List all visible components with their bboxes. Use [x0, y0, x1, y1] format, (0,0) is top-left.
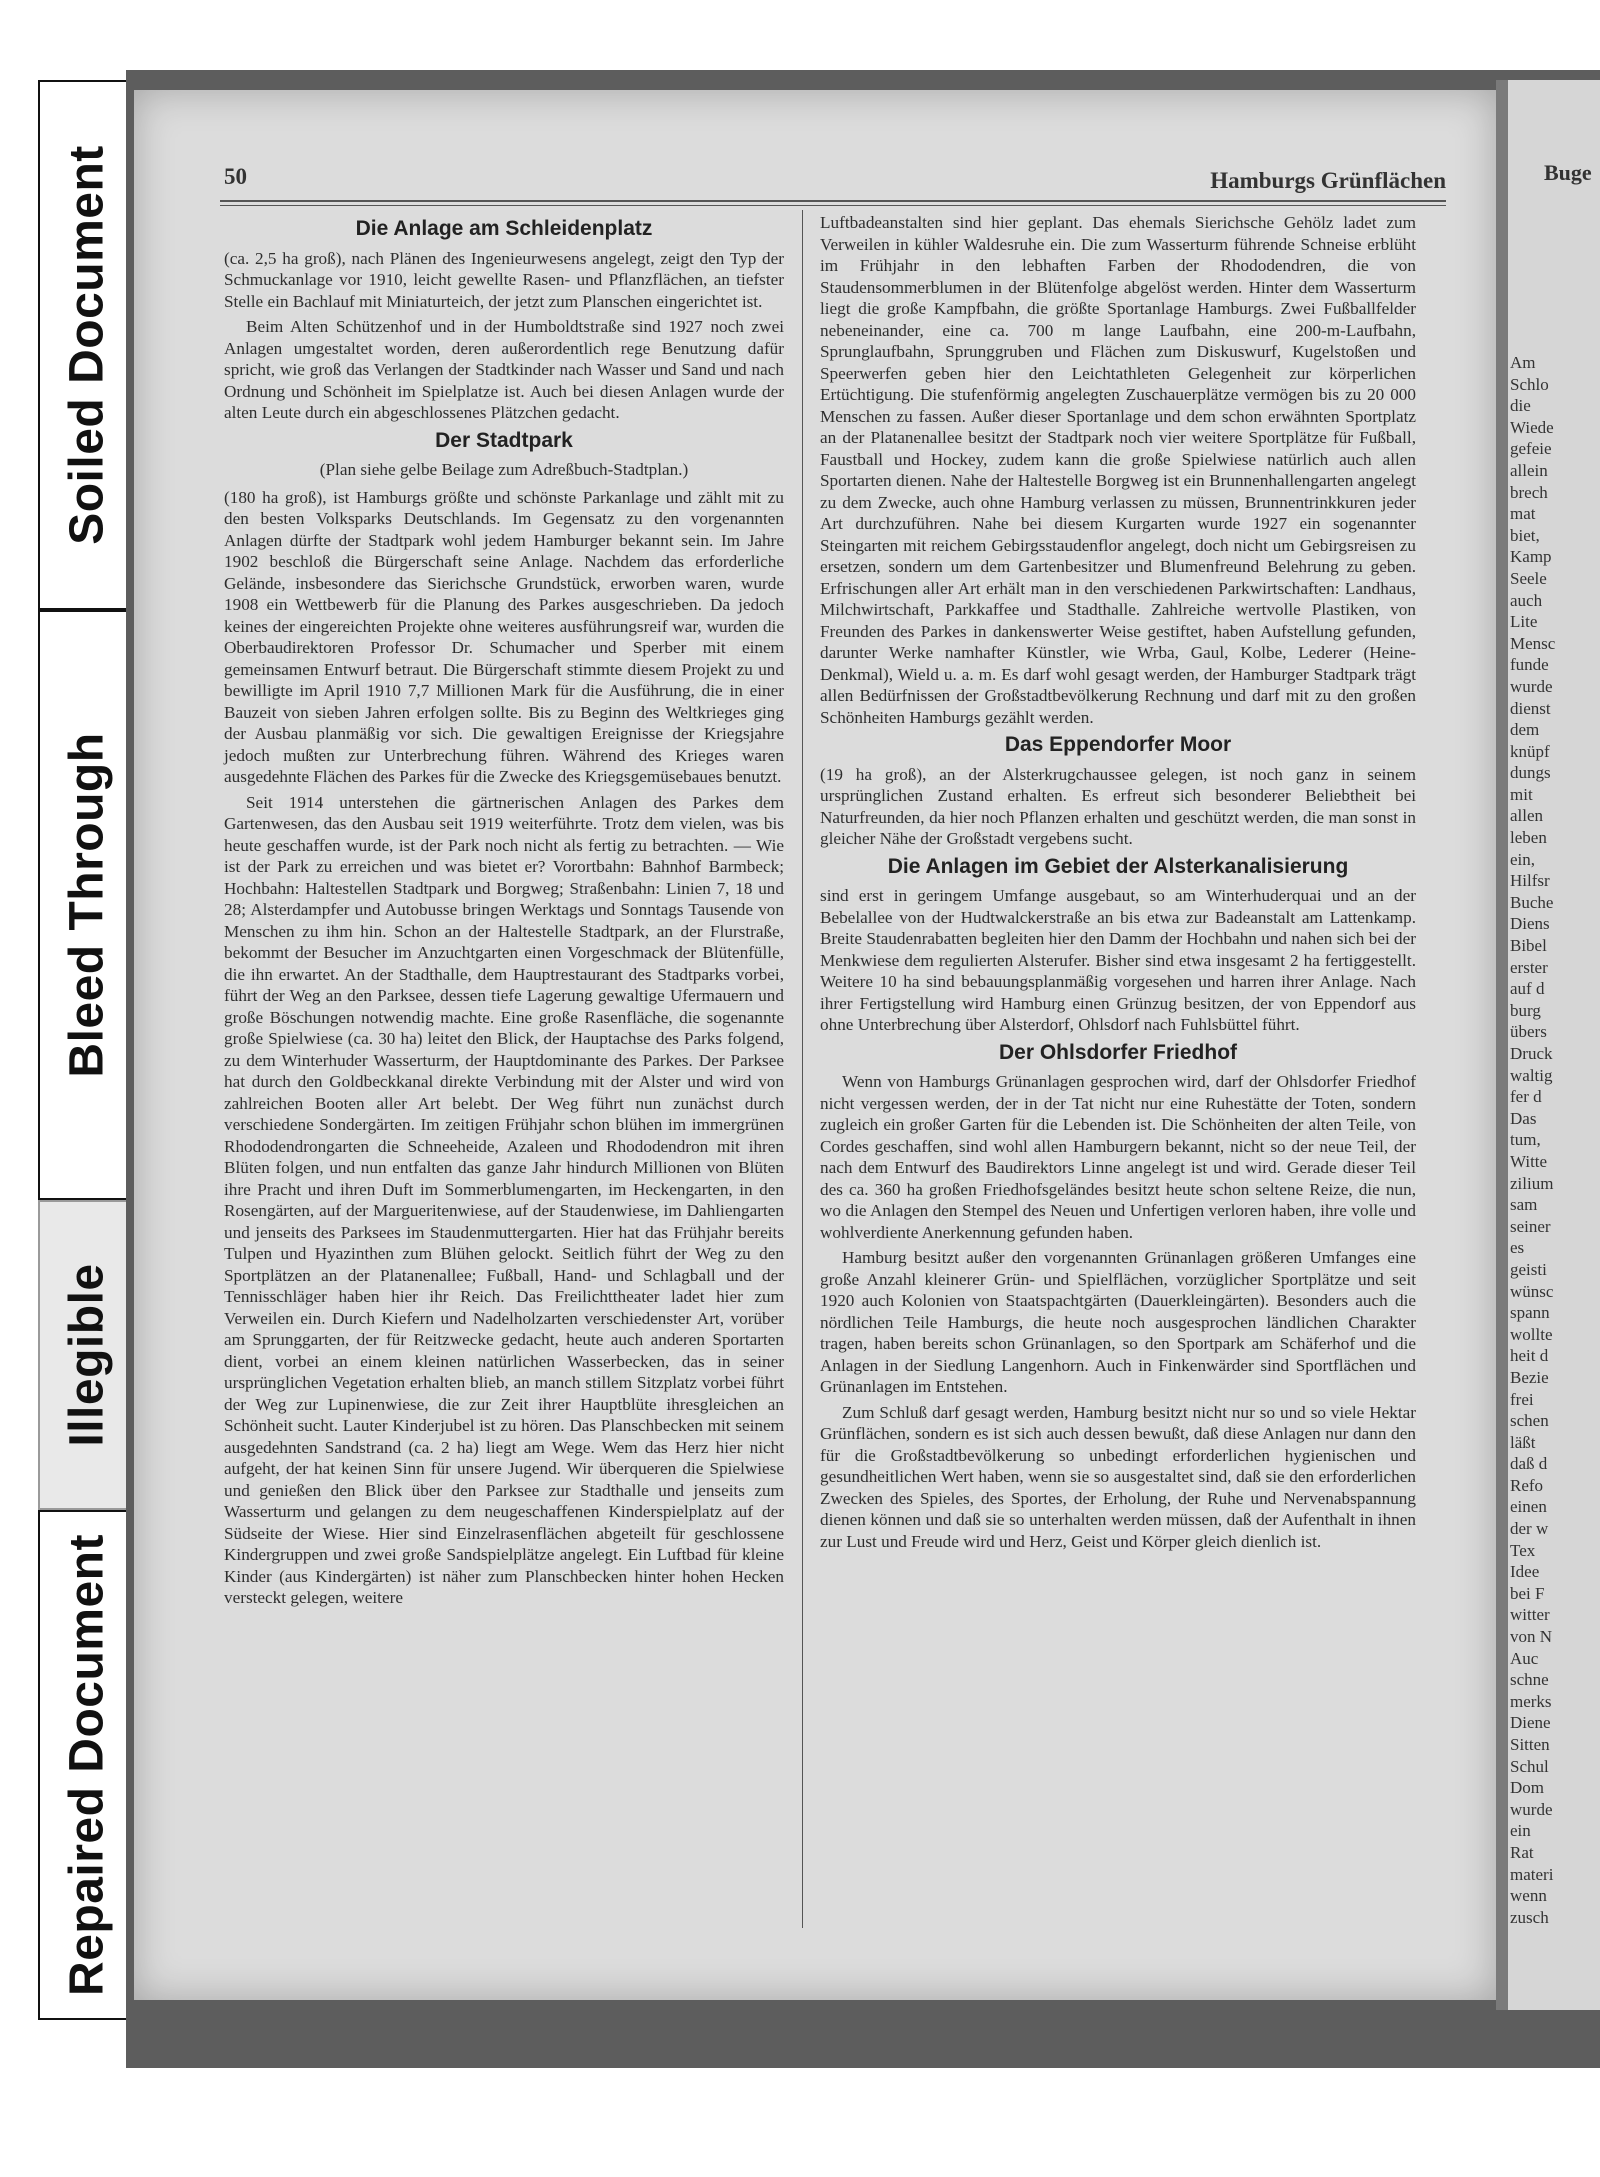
next-page-line: Refo	[1510, 1475, 1544, 1495]
left-column	[224, 212, 784, 1613]
header-rule	[220, 200, 1446, 206]
label-repaired-document: Repaired Document	[38, 1510, 136, 2020]
paragraph: sind erst in geringem Umfange ausgebaut, so am Winterhuderquai und an der Bebelallee von der Hudtwalckerstraße an bis etwa zur Badeanstalt am Lattenkamp. Breite Staudenrabatten begleiten hier den Damm der Hochbahn und nahen sich bei der Menkwiese dem regulierten Alsterufer. Bisher sind etwa insgesamt 2 ha fertiggestellt. Weitere 10 ha sind bebauungsplanmäßig vorgesehen und harren ihrer Anlage. Nach ihrer Fertigstellung wird Hamburg einen Grünzug besitzen, der von Eppendorf aus ohne Unterbrechung über Alsterdorf, Ohlsdorf nach Fuhlsbüttel führt.	[820, 886, 1416, 1034]
paragraph: Luftbadeanstalten sind hier geplant. Das ehemals Sierichsche Gehölz ladet zum Verweilen in kühler Waldesruhe ein. Die zum Wasserturm führende Schneise erblüht im Frühjahr in den lebhaften Farben der Rhododendren, die von Staudensommerblumen in der Blütenfolge abgelöst werden. Hinter dem Wasserturm liegt die große Kampfbahn, die größte Sportanlage Hamburgs. Zwei Fußballfelder nebeneinander, eine ca. 700 m lange Laufbahn, eine 200-m-Laufbahn, Sprunglaufbahn, Sprunggruben und Flächen zum Diskuswurf, Kugelstoßen und Speerwerfen geben hier den Leichtathleten Gelegenheit zur körperlichen Ertüchtigung. Die stufenförmig angelegten Zuschauerplätze vermögen bis zu 20 000 Menschen zu fassen. Außer dieser Sportanlage und dem schon erwähnten Sportplatz an der Platanenallee besitzt der Stadtpark noch vier weitere Sportplätze für Fußball, Faustball und Hockey, zudem kann die große Spielwiese natürlich auch allen Sportarten dienen. Nahe der Haltestelle Borgweg ist ein Brunnenhallengarten angelegt zu dem Zwecke, auch ohne Hamburg verlassen zu müssen, Brunnentrinkkuren jeder Art durchzuführen. Nahe bei diesem Kurgarten wurde 1927 ein sogenannter Steingarten mit reichem Gebirgsstaudenflor angelegt, doch nicht um Gebirgsreisen zu ersetzen, sondern um dem Gartenbesitzer und Blumenfreund Belehrung zu geben. Erfrischungen aller Art erhält man in den verschiedenen Parkwirtschaften: Landhaus, Milchwirtschaft, Parkkaffee und Stadthalle. Zahlreiche wertvolle Plastiken, von Freunden des Parkes in dankenswerter Weise gestiftet, haben Aufstellung gefunden, darunter Werke namhafter Künstler, wie Wrba, Gaul, Kolbe, Lederer (Heine-Denkmal), Wield u. a. m. Es darf wohl gesagt werden, der Hamburger Stadtpark trägt allen Bedürfnissen der Großstadtbevölkerung Rechnung und darf mit zu den großen Schönheiten Hamburgs gezählt werden.	[820, 213, 1416, 727]
next-page-line: schne	[1510, 1670, 1549, 1690]
next-page-line: materi	[1510, 1864, 1554, 1884]
column-divider	[802, 210, 803, 1928]
next-page-line: ein	[1510, 1821, 1531, 1841]
next-page-line: wenn	[1510, 1886, 1547, 1906]
next-page-line: waltig	[1510, 1065, 1553, 1085]
next-page-line: knüpf	[1510, 741, 1550, 761]
next-page-line: seiner	[1510, 1216, 1551, 1236]
paragraph: Wenn von Hamburgs Grünanlagen gesprochen wird, darf der Ohlsdorfer Friedhof nicht vergessen werden, der in der Tat nicht nur eine Ruhestätte der Toten, sondern zugleich ein großer Garten für die Lebenden ist. Die Schönheiten der alten Teile, von Cordes geschaffen, sind wohl allen Hamburgern bekannt, nicht so der neue Teil, der nach dem Entwurf des Baudirektors Linne angelegt ist und wird. Gerade dieser Teil des ca. 360 ha großen Friedhofsgeländes besitzt heute schon seltene Reize, die nun, wo die Anlagen den Stempel des Neuen und Unfertigen verloren haben, ihre volle und wohlverdiente Anerkennung gefunden haben.	[820, 1072, 1416, 1242]
next-page-line: Druck	[1510, 1044, 1553, 1063]
next-page-line: auf d	[1510, 979, 1545, 999]
next-page-line: Hilfsr	[1510, 871, 1550, 891]
section-title-schleidenplatz: Die Anlage am Schleidenplatz	[355, 217, 653, 240]
next-page-line: mat	[1510, 504, 1536, 524]
document-condition-labels	[0, 40, 138, 2040]
next-page-line: funde	[1510, 655, 1549, 675]
next-page-line: dungs	[1510, 763, 1551, 783]
next-page-line: der w	[1510, 1519, 1549, 1539]
next-page-line: brech	[1510, 482, 1548, 502]
next-page-line: einen	[1510, 1497, 1547, 1517]
next-page-line: biet,	[1510, 525, 1540, 545]
next-page-line: wünsc	[1510, 1281, 1554, 1301]
next-page-line: Am	[1510, 353, 1536, 372]
next-page-line: Auc	[1510, 1648, 1539, 1668]
next-page-line: leben	[1510, 828, 1547, 848]
running-head: Hamburgs Grünflächen	[1210, 168, 1446, 193]
paragraph: Zum Schluß darf gesagt werden, Hamburg besitzt nicht nur so und so viele Hektar Grünflächen, sondern es ist sich auch dessen bewußt, daß diese Anlagen nur dann den für die Großstadtbevölkerung so unbedingt erforderlichen hygienischen und gesundheitlichen Wert haben, wenn sie so ausgestaltet sind, daß sie den erforderlichen Zwecken des Spieles, des Sportes, der Erholung, der Ruhe und Nervenabspannung dienen können und daß sie so unterhalten werden müssen, daß der Aufenthalt in ihnen zur Lust und Freude wird und Herz, Geist und Körper gleich dienlich ist.	[820, 1402, 1416, 1551]
next-page-line: Wiede	[1510, 417, 1554, 437]
label-soiled-document: Soiled Document	[38, 80, 136, 610]
next-page-line: es	[1510, 1238, 1525, 1258]
paragraph: (ca. 2,5 ha groß), nach Plänen des Ingenieurwesens angelegt, zeigt den Typ der Schmuckanlage vor 1910, leicht gewellte Rasen- und Pflanzflächen, an tiefster Stelle ein Bachlauf mit Miniaturteich, der jetzt zum Planschen eingerichtet ist.	[224, 248, 784, 311]
next-page-line: ein,	[1510, 849, 1536, 869]
label-illegible: Illegible	[38, 1200, 136, 1510]
next-page-line: Diene	[1510, 1713, 1551, 1733]
next-page-line: dienst	[1510, 698, 1551, 718]
next-page-line: wollte	[1510, 1324, 1553, 1344]
next-page-fragment	[1508, 80, 1600, 2010]
next-page-line: fer d	[1510, 1087, 1542, 1107]
next-page-line: dem	[1510, 720, 1540, 740]
next-page-text	[1510, 352, 1600, 1928]
section-title-eppendorfer-moor: Das Eppendorfer Moor	[1004, 733, 1232, 756]
next-page-line: Idee	[1510, 1562, 1540, 1582]
page-number: 50	[224, 164, 247, 189]
next-page-line: von N	[1510, 1627, 1553, 1647]
label-bleed-through: Bleed Through	[38, 610, 136, 1200]
next-page-line: die	[1510, 396, 1531, 416]
next-page-running-head: Buge	[1544, 160, 1592, 185]
next-page-line: erster	[1510, 957, 1548, 977]
next-page-line: merks	[1510, 1691, 1552, 1711]
next-page-line: Sitten	[1510, 1735, 1550, 1754]
next-page-line: spann	[1510, 1303, 1550, 1323]
next-page-line: auch	[1510, 590, 1543, 610]
next-page-line: Dom	[1510, 1778, 1544, 1798]
next-page-line: wurde	[1510, 1799, 1553, 1819]
next-page-line: übers	[1510, 1022, 1547, 1042]
next-page-line: heit d	[1510, 1346, 1549, 1366]
book-gutter	[1496, 80, 1508, 2010]
next-page-line: daß d	[1510, 1454, 1548, 1474]
next-page-line: allen	[1510, 806, 1544, 826]
next-page-line: schen	[1510, 1411, 1549, 1431]
next-page-line: gefeie	[1510, 439, 1552, 459]
next-page-line: läßt	[1510, 1432, 1536, 1452]
plan-note: (Plan siehe gelbe Beilage zum Adreßbuch-Stadtplan.)	[319, 460, 689, 479]
paragraph: Hamburg besitzt außer den vorgenannten Grünanlagen größeren Umfanges eine große Anzahl kleinerer Grün- und Spielflächen, vorzüglicher Sportplätze und seit 1920 auch Kolonien von Staatspachtgärten (Dauerkleingärten). Besonders auch die nördlichen Teile Hamburgs, die heute noch ausgesprochen ländlichen Charakter tragen, haben bereits schon Grünanlagen, so den Sportpark am Schäferhof und die Anlagen in der Siedlung Langenhorn. Auch in Finkenwärder sind Sportflächen und Grünanlagen im Entstehen.	[820, 1248, 1416, 1396]
next-page-line: Buche	[1510, 892, 1554, 912]
next-page-line: Rat	[1510, 1842, 1534, 1862]
next-page-line: frei	[1510, 1389, 1534, 1409]
next-page-line: mit	[1510, 784, 1533, 804]
next-page-line: Kamp	[1510, 547, 1552, 567]
next-page-line: Diens	[1510, 914, 1550, 934]
next-page-line: wurde	[1510, 676, 1553, 696]
next-page-line: burg	[1510, 1000, 1541, 1020]
next-page-line: Seele	[1510, 568, 1547, 588]
next-page-line: Witte	[1510, 1151, 1548, 1171]
next-page-line: zilium	[1510, 1173, 1554, 1193]
next-page-line: Schul	[1510, 1756, 1549, 1776]
document-page	[134, 90, 1496, 2000]
next-page-line: tum,	[1510, 1130, 1541, 1150]
next-page-line: Schlo	[1510, 374, 1549, 394]
next-page-line: Bezie	[1510, 1367, 1549, 1387]
paragraph: Seit 1914 unterstehen die gärtnerischen Anlagen des Parkes dem Gartenwesen, das den Ausbau seit 1919 weiterführte. Trotz dem vielen, was bis heute geschaffen wurde, ist der Park noch nicht als fertig zu betrachten. — Wie ist der Park zu erreichen und was bietet er? Vorortbahn: Bahnhof Barmbeck; Hochbahn: Haltestellen Stadtpark und Borgweg; Straßenbahn: Linien 7, 18 und 28; Alsterdampfer und Autobusse bringen Werktags und Sonntags Tausende von Menschen zu ihm hin. Schon an der Haltestelle Stadtpark, an der Flurstraße, bekommt der Besucher im Anzuchtgarten einen Vorgeschmack der Blütenfülle, die ihn erwartet. An der Stadthalle, dem Hauptrestaurant des Stadtparks vorbei, führt der Weg an den Parksee, dessen tiefe Lagerung gewaltige Ufermauern und große Böschungen notwendig machte. Eine große Rasenfläche, die sogenannte große Spielwiese (ca. 30 ha) leitet den Blick, der Hauptachse des Parks folgend, zu dem Winterhuder Wasserturm, der Hauptdominante des Parkes. Der Parksee hat durch den Goldbeckkanal direkte Verbindung mit der Alster und wird von zahlreichen Booten aller Art belebt. Der Weg führt nun zunächst durch verschiedene Sondergärten. Im zeitigen Frühjahr schon blühen im immergrünen Rhododendrongarten die Schneeheide, Azaleen und Rhododendron mit ihren Blüten folgen, und nun entfalten das ganze Jahr hindurch Millionen von Blüten ihre Pracht und ihren Duft im Sommerblumengarten, im Heckengarten, in den Rosengärten, auf der Margueritenwiese, auf der Staudenwiese, im Dahliengarten und jenseits des Parksees im Staudenmuttergarten. Hier hat das Frühjahr bereits Tulpen und Hyazinthen zum Blühen gelockt. Seitlich führt der Weg zu den Sportplätzen an der Platanenallee; Fußball, Hand- und Schlagball und der Tennisschläger haben hier ihr Reich. Das Freilichttheater ladet hier zum Verweilen ein. Durch Kiefern und Nadelholzarten verschiedenster Art, vorüber am Sprunggarten, der für Reitzwecke gedacht, heute auch anderen Sportarten dient, vorbei an einem kleinen natürlichen Wasserbecken, das in seiner ursprünglichen Vegetation erhalten blieb, an manch stillem Sitzplatz vorbei führt der Weg zur Lupinenwiese, die zur Zeit ihrer Hauptblüte ihresgleichen an Schönheit sucht. Lauter Kinderjubel ist zu hören. Das Planschbecken mit seinem ausgedehnten Sandstrand (ca. 2 ha) liegt am Wege. Wem das Herz hier nicht aufgeht, der hat keinen Sinn für unsere Jugend. Wir überqueren die Spielwiese und genießen den Blick über den Parksee zur Stadthalle und jenseits zum Wasserturm und gelangen zu dem neugeschaffenen Kinderspielplatz auf der Südseite der Wiese. Hier sind Einzelrasenflächen abgeteilt für geschlossene Kindergruppen und zwei große Sandspielplätze angelegt. Ein Luftbad für kleine Kinder (aus Kindergärten) ist näher zum Planschbecken hinter hohen Hecken versteckt gelegen, weitere	[224, 792, 784, 1607]
next-page-line: bei F	[1510, 1583, 1545, 1603]
next-page-line: allein	[1510, 460, 1548, 480]
next-page-line: geisti	[1510, 1259, 1547, 1279]
next-page-line: zusch	[1510, 1907, 1549, 1927]
paragraph: (19 ha groß), an der Alsterkrugchaussee gelegen, ist noch ganz in seinem ursprünglichen Zustand erhalten. Es erfreut sich besonderer Beliebtheit bei Naturfreunden, da hier noch Pflanzen erhalten und geschützt werden, die man sonst in gleicher Nähe der Großstadt vergebens sucht.	[820, 764, 1416, 848]
next-page-line: Das	[1510, 1108, 1537, 1128]
right-column	[820, 212, 1416, 1556]
section-title-alsterkanalisierung: Die Anlagen im Gebiet der Alsterkanalisierung	[887, 854, 1349, 878]
next-page-line: Tex	[1510, 1540, 1536, 1560]
section-title-ohlsdorfer-friedhof: Der Ohlsdorfer Friedhof	[998, 1040, 1238, 1064]
paragraph: (180 ha groß), ist Hamburgs größte und schönste Parkanlage und zählt mit zu den besten Volksparks Deutschlands. Im Gegensatz zu den vorgenannten Anlagen dürfte der Stadtpark wohl jedem Hamburger bekannt sein. Im Jahre 1902 beschloß die Bürgerschaft seine Anlage. Nachdem das erforderliche Gelände, insbesondere das Sierichsche Grundstück, erworben waren, wurde 1908 ein Wettbewerb für die Planung des Parkes ausgeschrieben. Da jedoch keines der eingereichten Projekte ohne weiteres ausführungsreif war, wurden die Oberbaudirektoren Professor Dr. Schumacher und Sperber mit einem gemeinsamen Entwurf betraut. Die Bürgerschaft stimmte diesem Projekt zu und bewilligte im April 1910 7,7 Millionen Mark für die Ausführung, die in einer Bauzeit von sieben Jahren erfolgen sollte. Bis zu Beginn des Weltkrieges ging der Ausbau planmäßig vor sich. Die gewaltigen Ereignisse der Kriegsjahre jedoch mußten zur Unterbrechung führen. Während des Krieges waren ausgedehnte Flächen des Parkes für die Zwecke des Kriegsgemüsebaues benutzt.	[224, 487, 784, 786]
section-title-stadtpark: Der Stadtpark	[435, 428, 573, 452]
next-page-line: Mensc	[1510, 633, 1556, 653]
paragraph: Beim Alten Schützenhof und in der Humboldtstraße sind 1927 noch zwei Anlagen umgestaltet worden, deren außerordentlich rege Benutzung dafür spricht, wie groß das Verlangen der Stadtkinder nach Wasser und Sand und nach Ordnung und Schönheit im Spielplatze ist. Auch bei diesen Anlagen wurde der alten Leute durch ein abgeschlossenes Plätzchen gedacht.	[224, 317, 784, 422]
next-page-line: witter	[1510, 1605, 1550, 1625]
next-page-line: sam	[1510, 1195, 1538, 1215]
next-page-line: Bibel	[1510, 936, 1547, 956]
next-page-line: Lite	[1510, 612, 1538, 632]
